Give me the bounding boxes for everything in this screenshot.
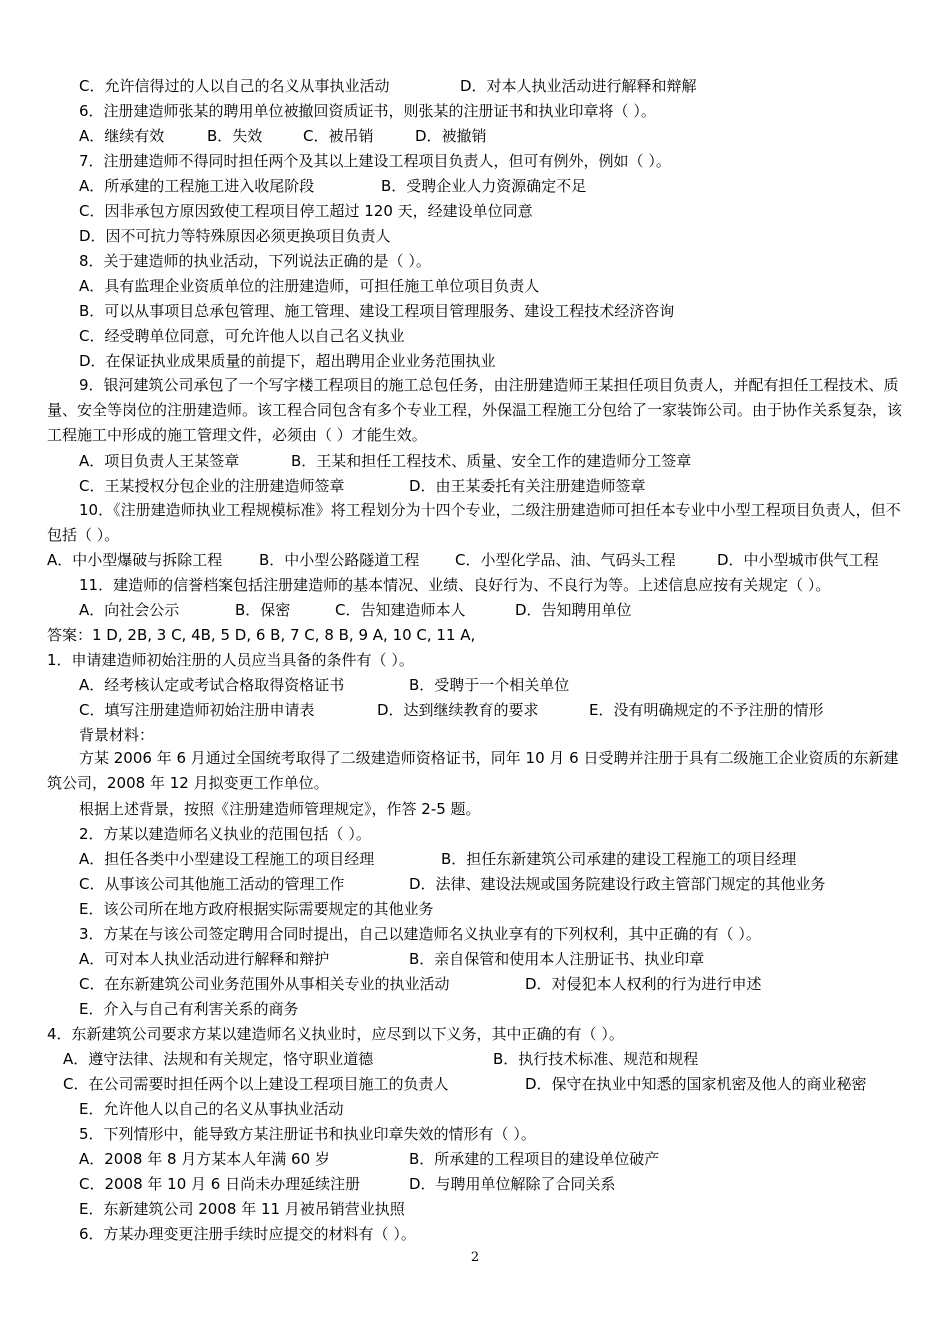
answer-key: 答案：1 D, 2B, 3 C, 4B, 5 D, 6 B, 7 C, 8 B, 9 A, 10 C, 11 A,: [47, 626, 476, 644]
option-e: E．介入与自己有利害关系的商务: [79, 1000, 299, 1018]
page-number: 2: [470, 1250, 480, 1265]
option-b: B．受聘于一个相关单位: [409, 676, 570, 694]
option-a: A．项目负责人王某签章: [79, 452, 240, 470]
option-b: B．执行技术标准、规范和规程: [493, 1050, 699, 1068]
question-8: 8．关于建造师的执业活动，下列说法正确的是（ ）。: [79, 252, 431, 270]
option-c: C．告知建造师本人: [335, 601, 466, 619]
question-5: 5．下列情形中，能导致方某注册证书和执业印章失效的情形有（ ）。: [79, 1125, 536, 1143]
option-a: A．继续有效: [79, 127, 165, 145]
option-e: E．没有明确规定的不予注册的情形: [589, 701, 824, 719]
option-d: D．对本人执业活动进行解释和辩解: [460, 77, 697, 95]
option-d: D．法律、建设法规或国务院建设行政主管部门规定的其他业务: [409, 875, 826, 893]
option-c: C．填写注册建造师初始注册申请表: [79, 701, 315, 719]
option-b: B．保密: [235, 601, 291, 619]
question-2: 2．方某以建造师名义执业的范围包括（ ）。: [79, 825, 371, 843]
option-d: D．因不可抗力等特殊原因必须更换项目负责人: [79, 227, 391, 245]
option-line: [460, 77, 697, 95]
question-4: 4．东新建筑公司要求方某以建造师名义执业时，应尽到以下义务，其中正确的有（ ）。: [47, 1025, 624, 1043]
option-b: B．失效: [207, 127, 263, 145]
option-e: E．东新建筑公司 2008 年 11 月被吊销营业执照: [79, 1200, 405, 1218]
option-d: D．达到继续教育的要求: [377, 701, 539, 719]
question-11: 11．建造师的信誉档案包括注册建造师的基本情况、业绩、良好行为、不良行为等。上述信息应按有关规定（ ）。: [79, 576, 831, 594]
question-7: 7．注册建造师不得同时担任两个及其以上建设工程项目负责人，但可有例外，例如（ ）。: [79, 152, 671, 170]
option-d: D．保守在执业中知悉的国家机密及他人的商业秘密: [525, 1075, 867, 1093]
option-c: C．允许信得过的人以自己的名义从事执业活动: [79, 77, 390, 95]
option-d: D．在保证执业成果质量的前提下，超出聘用企业业务范围执业: [79, 352, 496, 370]
option-c: C．在公司需要时担任两个以上建设工程项目施工的负责人: [63, 1075, 449, 1093]
option-b: B．王某和担任工程技术、质量、安全工作的建造师分工签章: [291, 452, 692, 470]
option-a: A．中小型爆破与拆除工程: [47, 551, 223, 569]
option-c: C．王某授权分包企业的注册建造师签章: [79, 477, 345, 495]
option-d: D．中小型城市供气工程: [717, 551, 879, 569]
option-d: D．对侵犯本人权利的行为进行申述: [525, 975, 762, 993]
option-d: D．被撤销: [415, 127, 487, 145]
option-c: C．2008 年 10 月 6 日尚未办理延续注册: [79, 1175, 361, 1193]
option-c: C．小型化学品、油、气码头工程: [455, 551, 676, 569]
option-a: A．具有监理企业资质单位的注册建造师，可担任施工单位项目负责人: [79, 277, 540, 295]
question-6: 6．方某办理变更注册手续时应提交的材料有（ ）。: [79, 1225, 416, 1243]
option-a: A．担任各类中小型建设工程施工的项目经理: [79, 850, 375, 868]
option-b: B．担任东新建筑公司承建的建设工程施工的项目经理: [441, 850, 797, 868]
option-b: B．亲自保管和使用本人注册证书、执业印章: [409, 950, 705, 968]
option-c: C．因非承包方原因致使工程项目停工超过 120 天，经建设单位同意: [79, 202, 533, 220]
option-a: A．2008 年 8 月方某本人年满 60 岁: [79, 1150, 330, 1168]
instruction: 根据上述背景，按照《注册建造师管理规定》，作答 2-5 题。: [79, 800, 481, 818]
option-b: B．所承建的工程项目的建设单位破产: [409, 1150, 660, 1168]
option-a: A．所承建的工程施工进入收尾阶段: [79, 177, 315, 195]
background-text: 方某 2006 年 6 月通过全国统考取得了二级建造师资格证书，同年 10 月 6 日受聘并注册于具有二级施工企业资质的东新建筑公司，2008 年 12 月拟变更工作单位。: [47, 749, 899, 792]
option-e: E．该公司所在地方政府根据实际需要规定的其他业务: [79, 900, 434, 918]
option-b: B．中小型公路隧道工程: [259, 551, 420, 569]
question-3: 3．方某在与该公司签定聘用合同时提出，自己以建造师名义执业享有的下列权利，其中正确的有（ ）。: [79, 925, 761, 943]
option-a: A．经考核认定或考试合格取得资格证书: [79, 676, 345, 694]
option-a: A．遵守法律、法规和有关规定，恪守职业道德: [63, 1050, 374, 1068]
option-a: A．向社会公示: [79, 601, 180, 619]
question-6: 6．注册建造师张某的聘用单位被撤回资质证书，则张某的注册证书和执业印章将（ ）。: [79, 102, 656, 120]
question-10: 10．《注册建造师执业工程规模标准》将工程划分为十四个专业，二级注册建造师可担任本专业中小型工程项目负责人，但不包括（ ）。: [47, 501, 901, 544]
option-b: B．受聘企业人力资源确定不足: [381, 177, 587, 195]
background-heading: 背景材料：: [79, 726, 155, 744]
option-c: C．在东新建筑公司业务范围外从事相关专业的执业活动: [79, 975, 450, 993]
question-9: 9．银河建筑公司承包了一个写字楼工程项目的施工总包任务，由注册建造师王某担任项目负责人，并配有担任工程技术、质量、安全等岗位的注册建造师。该工程合同包含有多个专业工程，外保温工程施工分包给了一家装饰公司。由于协作关系复杂，该工程施工中形成的施工管理文件，必须由（ ）才能生效。: [47, 376, 903, 444]
option-line: [79, 77, 389, 95]
option-d: D．告知聘用单位: [515, 601, 632, 619]
option-e: E．允许他人以自己的名义从事执业活动: [79, 1100, 344, 1118]
option-d: D．由王某委托有关注册建造师签章: [409, 477, 646, 495]
option-c: C．从事该公司其他施工活动的管理工作: [79, 875, 345, 893]
option-c: C．经受聘单位同意，可允许他人以自己名义执业: [79, 327, 405, 345]
question-1: 1．申请建造师初始注册的人员应当具备的条件有（ ）。: [47, 651, 414, 669]
option-b: B．可以从事项目总承包管理、施工管理、建设工程项目管理服务、建设工程技术经济咨询: [79, 302, 675, 320]
option-d: D．与聘用单位解除了合同关系: [409, 1175, 616, 1193]
option-c: C．被吊销: [303, 127, 374, 145]
option-a: A．可对本人执业活动进行解释和辩护: [79, 950, 330, 968]
